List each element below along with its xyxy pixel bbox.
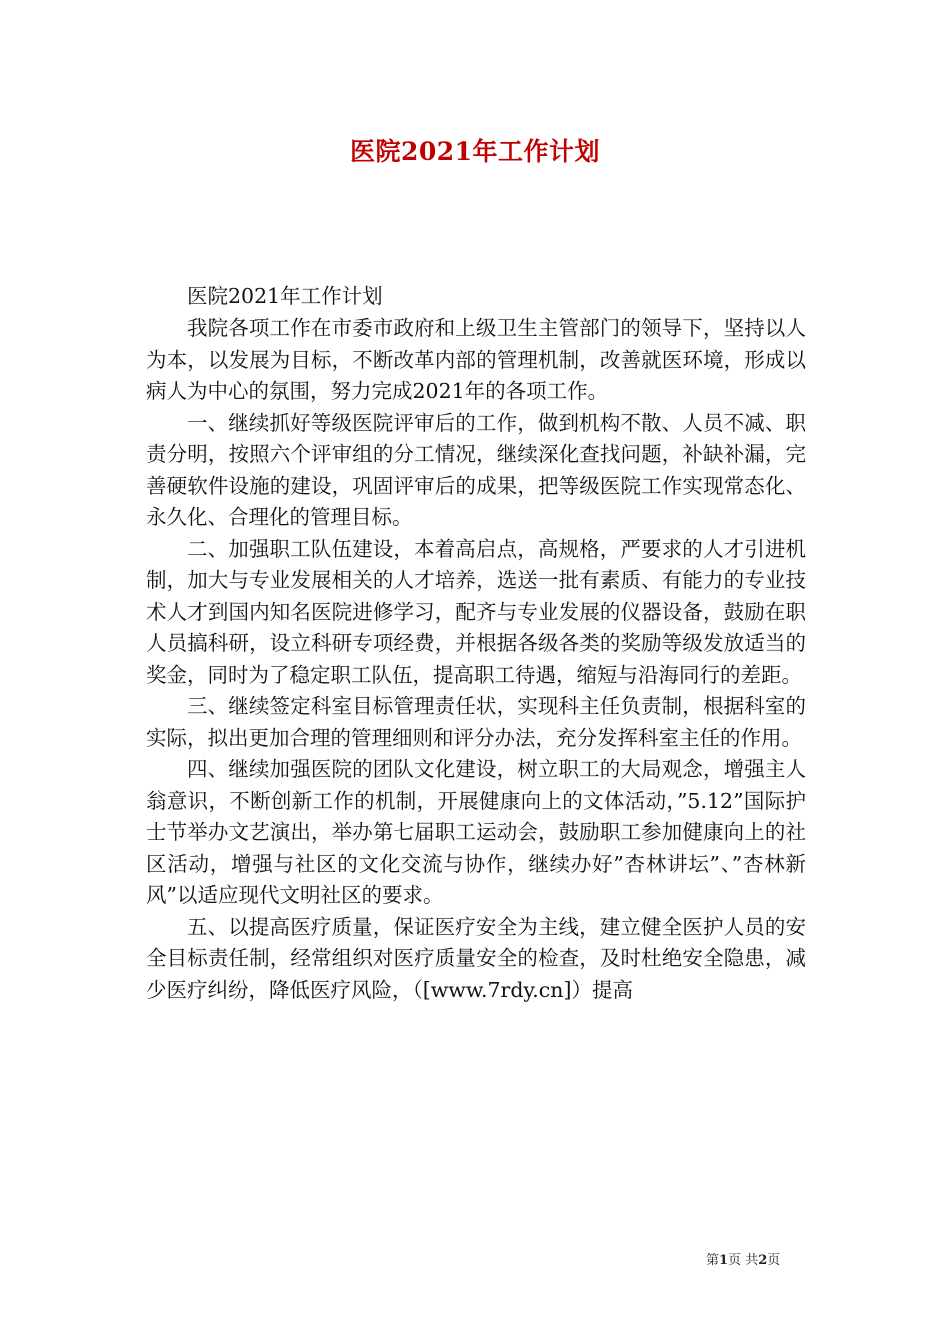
paragraph-section-2: 二、加强职工队伍建设，本着高启点，高规格，严要求的人才引进机制，加大与专业发展相关的人才培养，选送一批有素质、有能力的专业技术人才到国内知名医院进修学习，配齐与专业发展的仪器设备，鼓励在职人员搞科研，设立科研专项经费，并根据各级各类的奖励等级发放适当的奖金，同时为了稳定职工队伍，提高职工待遇，缩短与沿海同行的差距。 [146, 536, 806, 687]
footer-prefix: 第 [706, 1253, 720, 1268]
footer-total-pages: 2 [758, 1253, 768, 1268]
paragraph-section-1: 一、继续抓好等级医院评审后的工作，做到机构不散、人员不减、职责分明，按照六个评审组的分工情况，继续深化查找问题，补缺补漏，完善硬软件设施的建设，巩固评审后的成果，把等级医院工作实现常态化、永久化、合理化的管理目标。 [146, 410, 806, 529]
paragraph-section-4: 四、继续加强医院的团队文化建设，树立职工的大局观念，增强主人翁意识，不断创新工作的机制，开展健康向上的文体活动，”5.12”国际护士节举办文艺演出，举办第七届职工运动会，鼓励职工参加健康向上的社区活动，增强与社区的文化交流与协作，继续办好”杏林讲坛”、”杏林新风”以适应现代文明社区的要求。 [146, 757, 806, 907]
footer-middle: 页 共 [728, 1253, 759, 1268]
footer-suffix: 页 [767, 1253, 781, 1268]
paragraph-section-3: 三、继续签定科室目标管理责任状，实现科主任负责制，根据科室的实际，拟出更加合理的管理细则和评分办法，充分发挥科室主任的作用。 [146, 694, 806, 750]
footer-current-page: 1 [719, 1253, 729, 1268]
paragraph-section-5: 五、以提高医疗质量，保证医疗安全为主线，建立健全医护人员的安全目标责任制，经常组织对医疗质量安全的检查，及时杜绝安全隐患，减少医疗纠纷，降低医疗风险，（[www.7rdy.cn]）提高 [146, 914, 806, 1002]
paragraph-intro: 我院各项工作在市委市政府和上级卫生主管部门的领导下，坚持以人为本，以发展为目标，不断改革内部的管理机制，改善就医环境，形成以病人为中心的氛围，努力完成2021年的各项工作。 [146, 316, 806, 403]
page-number-footer [706, 1249, 780, 1268]
paragraph-heading: 医院2021年工作计划 [187, 284, 383, 308]
page-title: 医院2021年工作计划 [349, 137, 601, 166]
document-body [146, 279, 806, 1006]
